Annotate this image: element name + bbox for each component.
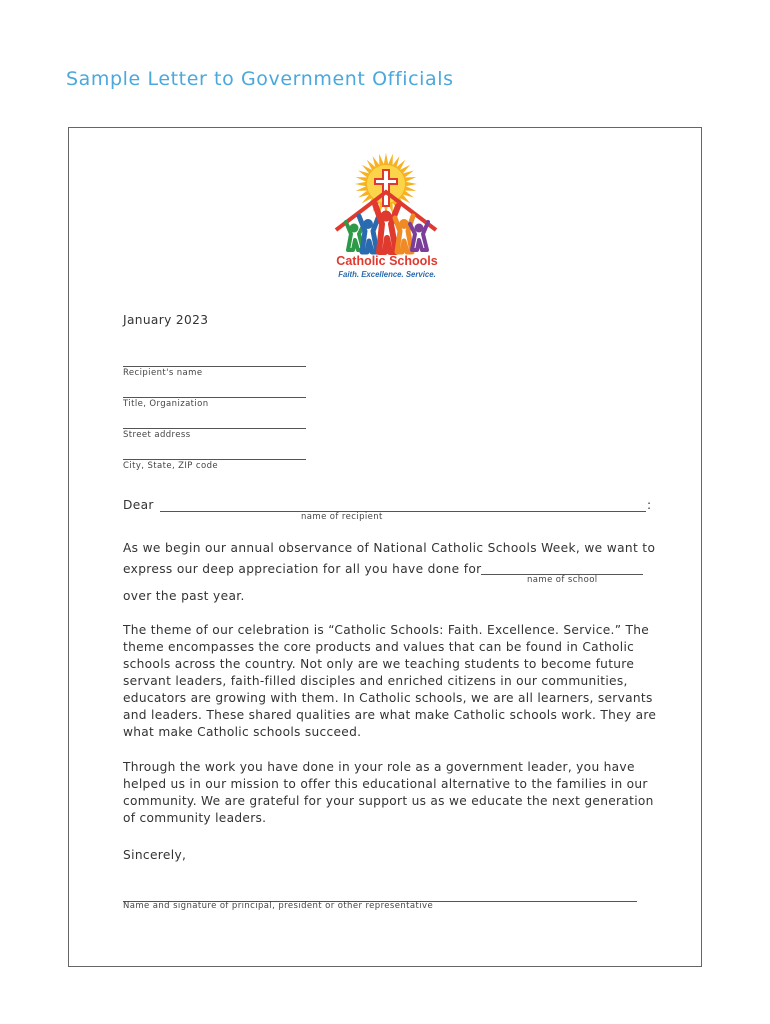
- letter-frame: [68, 127, 702, 967]
- recipient-blank-line: [160, 511, 646, 512]
- page-title: Sample Letter to Government Officials: [66, 68, 454, 90]
- theme-paragraph: The theme of our celebration is “Catholic Schools: Faith. Excellence. Service.” The theme encompasses the core products and values that can be found in Catholic schools across the country. Not only are we teaching students to become future servant leaders, faith-filled disciples and enriched citizens in our communities, educators are growing with them. In Catholic schools, we are all learners, servants and leaders. These shared qualities are what make Catholic schools work. They are what make Catholic schools succeed.: [123, 623, 657, 739]
- recipient-name-line: [123, 366, 306, 367]
- school-blank-caption: name of school: [527, 575, 598, 585]
- support-paragraph: Through the work you have done in your role as a government leader, you have helped us in our mission to offer this educational alternative to the families in our community. We are grateful for your support us as we educate the next generation of community leaders.: [123, 760, 654, 825]
- title-organization-line: [123, 397, 306, 398]
- letter-date: January 2023: [123, 313, 209, 327]
- street-address-caption: Street address: [123, 430, 191, 440]
- title-organization-caption: Title, Organization: [123, 399, 209, 409]
- city-state-zip-caption: City, State, ZIP code: [123, 461, 219, 471]
- intro-line-1: As we begin our annual observance of National Catholic Schools Week, we want to: [123, 541, 656, 555]
- signature-caption: Name and signature of principal, president or other representative: [123, 901, 434, 911]
- logo-tagline: Faith. Excellence. Service.: [338, 270, 436, 279]
- intro-line-3: over the past year.: [123, 589, 245, 603]
- street-address-line: [123, 428, 306, 429]
- closing: Sincerely,: [123, 848, 187, 862]
- recipient-blank-caption: name of recipient: [301, 512, 383, 522]
- city-state-zip-line: [123, 459, 306, 460]
- logo-name: Catholic Schools: [336, 254, 438, 268]
- intro-line-2: express our deep appreciation for all you have done for: [123, 562, 482, 576]
- salutation: Dear: [123, 498, 154, 512]
- salutation-colon: :: [647, 498, 652, 512]
- recipient-name-caption: Recipient's name: [123, 368, 203, 378]
- catholic-schools-logo: [334, 152, 440, 282]
